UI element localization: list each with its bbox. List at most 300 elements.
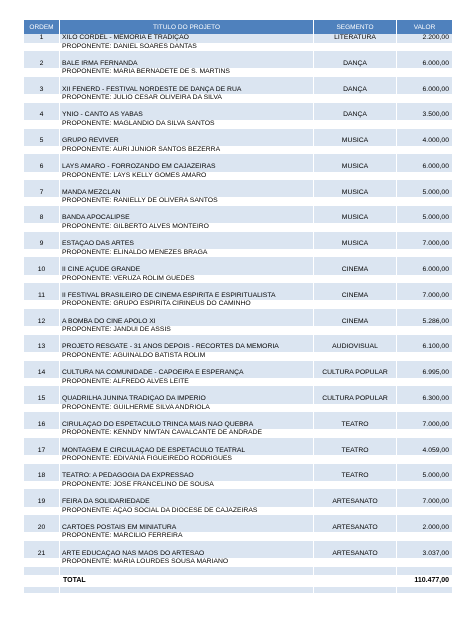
titulo-cell: CARTOES POSTAIS EM MINIATURA [60, 524, 314, 533]
spacer-cell [314, 206, 397, 215]
segmento-cell: MÚSICA [314, 189, 397, 198]
spacer-cell [314, 567, 397, 576]
spacer-cell [314, 257, 397, 266]
proponente-cell: PROPONENTE: MARIA LOURDES SOUSA MARIANO [60, 558, 314, 567]
empty-cell [397, 94, 453, 103]
titulo-cell: MANDA MEZCLAN [60, 189, 314, 198]
segmento-cell: ARTESANATO [314, 550, 397, 559]
ordem-cell: 20 [24, 524, 60, 533]
header-ordem: ORDEM [24, 20, 60, 34]
segmento-cell: TEATRO [314, 421, 397, 430]
titulo-cell: BALÉ IRMÃ FERNANDA [60, 60, 314, 69]
spacer-cell [60, 154, 314, 163]
proponente-cell: PROPONENTE: JOSE FRANCELINO DE SOUSA [60, 481, 314, 490]
ordem-cell: 2 [24, 60, 60, 69]
proponente-cell: PROPONENTE: KENNDY NIWTAN CAVALCANTE DE ANDRADE [60, 429, 314, 438]
valor-cell: 4.000,00 [397, 137, 453, 146]
empty-cell [24, 68, 60, 77]
titulo-cell: BANDA APOCALIPSE [60, 214, 314, 223]
empty-cell [397, 352, 453, 361]
table-row [24, 447, 453, 456]
spacer-cell [60, 515, 314, 524]
segmento-cell: CINEMA [314, 318, 397, 327]
spacer-cell [397, 587, 453, 593]
spacer-cell [24, 464, 60, 473]
empty-cell [314, 146, 397, 155]
table-row-proponente [24, 94, 453, 103]
proponente-cell: PROPONENTE: LAYS KELLY GOMES AMARO [60, 172, 314, 181]
proponente-cell: PROPONENTE: JULIO CESAR OLIVEIRA DA SILVA [60, 94, 314, 103]
valor-cell: 2.200,00 [397, 34, 453, 43]
spacer-cell [60, 257, 314, 266]
table-row [24, 498, 453, 507]
spacer-cell [60, 587, 314, 593]
ordem-cell: 17 [24, 447, 60, 456]
spacer-cell [397, 129, 453, 138]
table-row [24, 214, 453, 223]
proponente-cell: PROPONENTE: AGUINALDO BATISTA ROLIM [60, 352, 314, 361]
segmento-cell: CULTURA POPULAR [314, 395, 397, 404]
table-row-spacer [24, 103, 453, 112]
spacer-cell [60, 283, 314, 292]
spacer-cell [24, 154, 60, 163]
empty-cell [24, 120, 60, 129]
titulo-cell: FEIRA DA SOLIDARIEDADE [60, 498, 314, 507]
valor-cell: 6.000,00 [397, 163, 453, 172]
table-row-spacer [24, 541, 453, 550]
proponente-cell: PROPONENTE: ELINALDO MENEZES BRAGA [60, 249, 314, 258]
empty-cell [314, 404, 397, 413]
empty-cell [314, 326, 397, 335]
empty-cell [314, 94, 397, 103]
titulo-cell: ARTE EDUCAÇÃO NAS MÃOS DO ARTESÃO [60, 550, 314, 559]
ordem-cell: 13 [24, 343, 60, 352]
spacer-cell [24, 335, 60, 344]
titulo-cell: CIRULAÇÃO DO ESPETACULO TRINCA MAIS NÃO QUEBRA [60, 421, 314, 430]
empty-cell [314, 68, 397, 77]
projects-table-sheet [23, 20, 452, 593]
spacer-cell [24, 587, 60, 593]
table-row-spacer [24, 154, 453, 163]
spacer-cell [314, 309, 397, 318]
valor-cell: 5.000,00 [397, 189, 453, 198]
total-value: 110.477,00 [397, 575, 453, 587]
segmento-cell: TEATRO [314, 472, 397, 481]
spacer-cell [24, 103, 60, 112]
spacer-cell [60, 206, 314, 215]
table-row [24, 472, 453, 481]
spacer-cell [314, 103, 397, 112]
spacer-cell [314, 489, 397, 498]
empty-cell [24, 352, 60, 361]
spacer-cell [314, 129, 397, 138]
empty-cell [397, 326, 453, 335]
valor-cell: 6.995,00 [397, 369, 453, 378]
valor-cell: 4.059,00 [397, 447, 453, 456]
empty-cell [24, 275, 60, 284]
valor-cell: 7.000,00 [397, 421, 453, 430]
empty-cell [397, 300, 453, 309]
empty-cell [24, 575, 60, 587]
spacer-cell [314, 438, 397, 447]
titulo-cell: XII FENERD - FESTIVAL NORDESTE DE DANÇA DE RUA [60, 86, 314, 95]
spacer-cell [397, 232, 453, 241]
ordem-cell: 6 [24, 163, 60, 172]
empty-cell [397, 404, 453, 413]
valor-cell: 5.286,00 [397, 318, 453, 327]
empty-cell [314, 481, 397, 490]
table-row [24, 395, 453, 404]
spacer-cell [24, 283, 60, 292]
spacer-cell [314, 361, 397, 370]
table-row [24, 60, 453, 69]
titulo-cell: YNIO - CANTO AS YABAS [60, 111, 314, 120]
segmento-cell: ARTESANATO [314, 498, 397, 507]
spacer-cell [397, 154, 453, 163]
segmento-cell: MÚSICA [314, 137, 397, 146]
spacer-cell [60, 412, 314, 421]
ordem-cell: 8 [24, 214, 60, 223]
spacer-cell [314, 180, 397, 189]
ordem-cell: 15 [24, 395, 60, 404]
table-row-proponente [24, 532, 453, 541]
titulo-cell: II FESTIVAL BRASILEIRO DE CINEMA ESPIRITA E ESPIRITUALISTA [60, 292, 314, 301]
table-row-spacer [24, 309, 453, 318]
titulo-cell: QUADRILHA JUNINA TRADIÇÃO DA IMPERIO [60, 395, 314, 404]
segmento-cell: DANÇA [314, 111, 397, 120]
empty-cell [397, 481, 453, 490]
table-row-spacer [24, 77, 453, 86]
empty-cell [24, 404, 60, 413]
valor-cell: 6.000,00 [397, 86, 453, 95]
empty-cell [24, 43, 60, 52]
proponente-cell: PROPONENTE: EDIVÂNIA FIGUEIREDO RODRIGUES [60, 455, 314, 464]
titulo-cell: LAYS AMARO - FORROZANDO EM CAJAZEIRAS [60, 163, 314, 172]
spacer-cell [24, 386, 60, 395]
titulo-cell: II CINE AÇUDE GRANDE [60, 266, 314, 275]
spacer-cell [24, 361, 60, 370]
spacer-cell [24, 206, 60, 215]
empty-cell [24, 172, 60, 181]
spacer-cell [60, 361, 314, 370]
table-row-proponente [24, 558, 453, 567]
proponente-cell: PROPONENTE: MAGLANDIO DA SILVA SANTOS [60, 120, 314, 129]
spacer-cell [60, 464, 314, 473]
empty-cell [24, 249, 60, 258]
table-row-proponente [24, 455, 453, 464]
empty-cell [314, 172, 397, 181]
empty-cell [397, 120, 453, 129]
empty-cell [314, 575, 397, 587]
spacer-cell [397, 309, 453, 318]
empty-cell [24, 532, 60, 541]
table-row-spacer [24, 206, 453, 215]
empty-cell [397, 68, 453, 77]
empty-cell [314, 223, 397, 232]
empty-cell [397, 532, 453, 541]
table-row-proponente [24, 507, 453, 516]
table-row [24, 524, 453, 533]
table-row [24, 137, 453, 146]
titulo-cell: MONTAGEM E CIRCULAÇÃO DE ESPETÁCULO TEATRAL [60, 447, 314, 456]
proponente-cell: PROPONENTE: ALFREDO ALVES LEITE [60, 378, 314, 387]
segmento-cell: CINEMA [314, 266, 397, 275]
spacer-cell [60, 232, 314, 241]
empty-cell [314, 120, 397, 129]
empty-cell [24, 378, 60, 387]
spacer-cell [60, 103, 314, 112]
table-row-proponente [24, 378, 453, 387]
proponente-cell: PROPONENTE: MARCILIO FERREIRA [60, 532, 314, 541]
valor-cell: 7.000,00 [397, 292, 453, 301]
table-row-proponente [24, 326, 453, 335]
spacer-cell [314, 283, 397, 292]
valor-cell: 5.000,00 [397, 472, 453, 481]
empty-cell [397, 249, 453, 258]
table-row [24, 163, 453, 172]
table-row-spacer [24, 438, 453, 447]
spacer-cell [397, 515, 453, 524]
projects-table [23, 20, 453, 593]
proponente-cell: PROPONENTE: GILBERTO ALVES MONTEIRO [60, 223, 314, 232]
spacer-cell [60, 180, 314, 189]
spacer-cell [60, 335, 314, 344]
segmento-cell: CULTURA POPULAR [314, 369, 397, 378]
spacer-cell [397, 335, 453, 344]
spacer-cell [314, 232, 397, 241]
ordem-cell: 12 [24, 318, 60, 327]
spacer-cell [397, 438, 453, 447]
empty-cell [314, 275, 397, 284]
empty-cell [24, 197, 60, 206]
spacer-cell [397, 361, 453, 370]
spacer-cell [397, 567, 453, 576]
spacer-cell [24, 232, 60, 241]
proponente-cell: PROPONENTE: GRUPO ESPIRITA CIRINEUS DO CAMINHO [60, 300, 314, 309]
table-row-spacer [24, 51, 453, 60]
table-row-proponente [24, 43, 453, 52]
empty-cell [397, 223, 453, 232]
valor-cell: 6.300,00 [397, 395, 453, 404]
ordem-cell: 3 [24, 86, 60, 95]
empty-cell [24, 507, 60, 516]
spacer-cell [397, 206, 453, 215]
empty-cell [314, 352, 397, 361]
table-row-proponente [24, 249, 453, 258]
table-row [24, 343, 453, 352]
table-row [24, 266, 453, 275]
spacer-cell [397, 283, 453, 292]
spacer-cell [314, 587, 397, 593]
table-row-proponente [24, 481, 453, 490]
ordem-cell: 5 [24, 137, 60, 146]
table-row-proponente [24, 300, 453, 309]
table-row-proponente [24, 404, 453, 413]
valor-cell: 5.000,00 [397, 214, 453, 223]
total-row [24, 575, 453, 587]
proponente-cell: PROPONENTE: JANDUI DE ASSIS [60, 326, 314, 335]
table-row [24, 369, 453, 378]
table-body [24, 34, 453, 593]
spacer-cell [60, 438, 314, 447]
titulo-cell: ESTAÇÃO DAS ARTES [60, 240, 314, 249]
ordem-cell: 7 [24, 189, 60, 198]
spacer-cell [60, 567, 314, 576]
table-row-spacer [24, 129, 453, 138]
spacer-cell [397, 541, 453, 550]
empty-cell [397, 172, 453, 181]
segmento-cell: MÚSICA [314, 240, 397, 249]
ordem-cell: 9 [24, 240, 60, 249]
table-row [24, 421, 453, 430]
empty-cell [397, 429, 453, 438]
segmento-cell: ARTESANATO [314, 524, 397, 533]
spacer-cell [24, 129, 60, 138]
ordem-cell: 18 [24, 472, 60, 481]
spacer-cell [24, 180, 60, 189]
spacer-cell [397, 386, 453, 395]
spacer-cell [397, 489, 453, 498]
table-row-spacer [24, 489, 453, 498]
valor-cell: 6.100,00 [397, 343, 453, 352]
segmento-cell: AUDIOVISUAL [314, 343, 397, 352]
spacer-cell [24, 77, 60, 86]
spacer-cell [397, 180, 453, 189]
table-row [24, 550, 453, 559]
proponente-cell: PROPONENTE: MARIA BERNADETE DE S. MARTINS [60, 68, 314, 77]
table-row-proponente [24, 68, 453, 77]
ordem-cell: 10 [24, 266, 60, 275]
ordem-cell: 16 [24, 421, 60, 430]
empty-cell [24, 326, 60, 335]
empty-cell [314, 197, 397, 206]
table-row-proponente [24, 146, 453, 155]
titulo-cell: A BOMBA DO CINE APOLO XI [60, 318, 314, 327]
empty-cell [314, 532, 397, 541]
spacer-cell [397, 257, 453, 266]
empty-cell [24, 481, 60, 490]
empty-cell [397, 378, 453, 387]
spacer-cell [60, 489, 314, 498]
table-row-spacer [24, 283, 453, 292]
table-row [24, 189, 453, 198]
segmento-cell: TEATRO [314, 447, 397, 456]
table-row [24, 240, 453, 249]
proponente-cell: PROPONENTE: RANIELLY DE OLIVERA SANTOS [60, 197, 314, 206]
empty-cell [24, 429, 60, 438]
spacer-cell [397, 103, 453, 112]
ordem-cell: 19 [24, 498, 60, 507]
segmento-cell: DANÇA [314, 86, 397, 95]
table-row-spacer [24, 386, 453, 395]
spacer-cell [24, 438, 60, 447]
table-row [24, 34, 453, 43]
segmento-cell: LITERATURA [314, 34, 397, 43]
table-row-proponente [24, 223, 453, 232]
table-row-spacer [24, 232, 453, 241]
spacer-cell [24, 51, 60, 60]
spacer-cell [397, 77, 453, 86]
spacer-cell [60, 309, 314, 318]
header-segmento: SEGMENTO [314, 20, 397, 34]
empty-cell [397, 455, 453, 464]
titulo-cell: XILO CORDEL - MEMORIA E TRADIÇAO [60, 34, 314, 43]
table-row-spacer [24, 515, 453, 524]
ordem-cell: 21 [24, 550, 60, 559]
empty-cell [397, 197, 453, 206]
spacer-cell [397, 51, 453, 60]
empty-cell [24, 558, 60, 567]
titulo-cell: GRUPO REVIVER [60, 137, 314, 146]
table-row-spacer [24, 567, 453, 576]
segmento-cell: MÚSICA [314, 214, 397, 223]
table-row-spacer [24, 464, 453, 473]
table-end-band [24, 587, 453, 593]
spacer-cell [60, 51, 314, 60]
titulo-cell: PROJETO RESGATE - 31 ANOS DEPOIS - RECORTES DA MEMORIA [60, 343, 314, 352]
table-row-spacer [24, 412, 453, 421]
table-row-proponente [24, 352, 453, 361]
empty-cell [397, 43, 453, 52]
table-row-proponente [24, 429, 453, 438]
header-titulo: TITULO DO PROJETO [60, 20, 314, 34]
spacer-cell [24, 489, 60, 498]
spacer-cell [397, 412, 453, 421]
empty-cell [24, 94, 60, 103]
table-row-proponente [24, 275, 453, 284]
table-header-row [24, 20, 453, 34]
spacer-cell [314, 77, 397, 86]
spacer-cell [314, 51, 397, 60]
spacer-cell [314, 515, 397, 524]
ordem-cell: 11 [24, 292, 60, 301]
empty-cell [314, 558, 397, 567]
titulo-cell: CULTURA NA COMUNIDADE - CAPOEIRA E ESPERANÇA [60, 369, 314, 378]
table-row-spacer [24, 180, 453, 189]
spacer-cell [24, 567, 60, 576]
table-row-spacer [24, 361, 453, 370]
empty-cell [314, 249, 397, 258]
spacer-cell [60, 77, 314, 86]
empty-cell [397, 558, 453, 567]
spacer-cell [60, 386, 314, 395]
spacer-cell [24, 412, 60, 421]
empty-cell [314, 43, 397, 52]
spacer-cell [397, 464, 453, 473]
empty-cell [314, 507, 397, 516]
spacer-cell [60, 541, 314, 550]
empty-cell [314, 378, 397, 387]
ordem-cell: 1 [24, 34, 60, 43]
spacer-cell [24, 257, 60, 266]
empty-cell [24, 455, 60, 464]
ordem-cell: 14 [24, 369, 60, 378]
segmento-cell: DANÇA [314, 60, 397, 69]
spacer-cell [314, 335, 397, 344]
valor-cell: 7.000,00 [397, 498, 453, 507]
spacer-cell [24, 541, 60, 550]
empty-cell [314, 300, 397, 309]
valor-cell: 3.037,00 [397, 550, 453, 559]
valor-cell: 7.000,00 [397, 240, 453, 249]
empty-cell [397, 275, 453, 284]
header-valor: VALOR [397, 20, 453, 34]
spacer-cell [314, 386, 397, 395]
segmento-cell: MÚSICA [314, 163, 397, 172]
table-row-spacer [24, 257, 453, 266]
valor-cell: 3.500,00 [397, 111, 453, 120]
proponente-cell: PROPONENTE: GUILHERME SILVA ANDRIOLA [60, 404, 314, 413]
